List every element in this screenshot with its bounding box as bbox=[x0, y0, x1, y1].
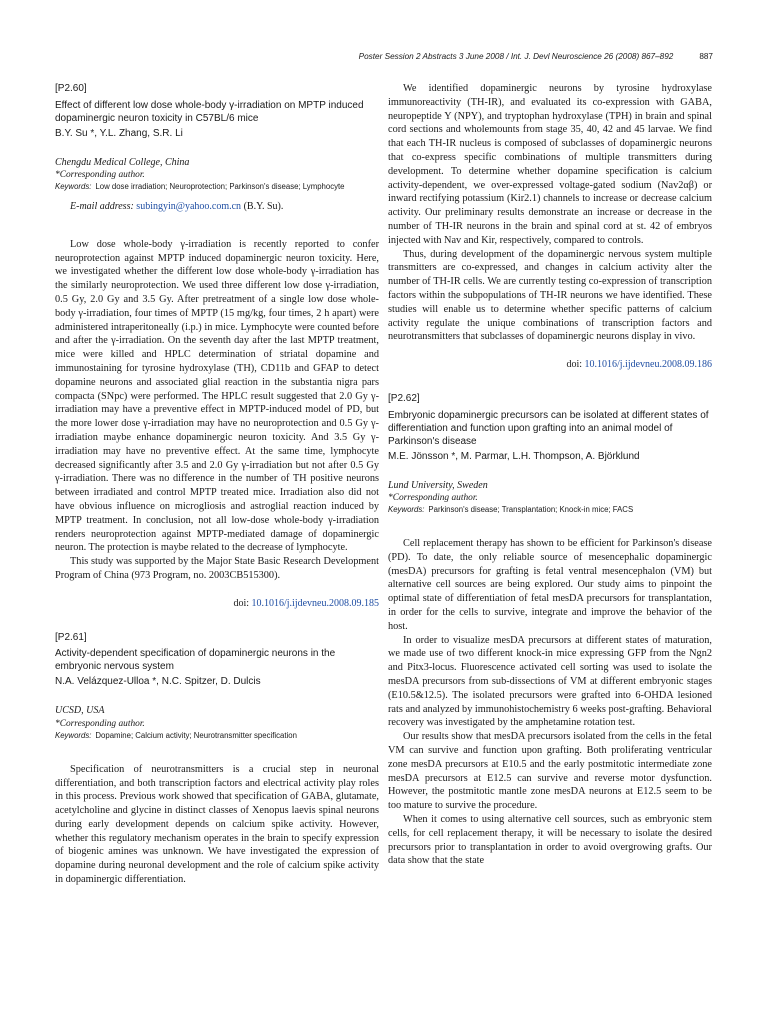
keywords-text: Parkinson's disease; Transplantation; Knock-in mice; FACS bbox=[428, 505, 634, 515]
keywords bbox=[55, 181, 379, 192]
doi-label: doi: bbox=[233, 597, 249, 609]
abstract-paragraph: We identified dopaminergic neurons by tyrosine hydroxylase immunoreactivity (TH-IR), and evaluated its co-expression with GABA, neuropeptide Y (NPY), and tryptophan hydroxylase (TPH) in brain and spinal cord sections and wholemounts from stage 35, 40, 42 and 45 larvae. We find that each TH-IR nucleus is composed of subclasses of dopaminergic neurons that co-express specific combinations of multiple transmitters during development. To determine whether dopamine specification is calcium activity-dependent, we over-expressed voltage-gated sodium (Nav2αβ) or inward rectifying potassium (Kir2.1) channels to increase or decrease calcium activity. Our preliminary results demonstrate an increase or decrease in the number of TH-IR neurons in the brain and spinal cord at st. 42 of embryos injected with Nav and Kir, respectively, compared to controls. bbox=[388, 83, 712, 246]
right-column bbox=[388, 82, 712, 868]
doi-label: doi: bbox=[566, 359, 582, 371]
abstract-title: Activity-dependent specification of dopaminergic neurons in the embryonic nervous system bbox=[55, 648, 336, 673]
abstract-affiliation: UCSD, USA bbox=[55, 705, 105, 717]
doi-link[interactable]: 10.1016/j.ijdevneu.2008.09.185 bbox=[251, 597, 379, 609]
keywords-label: Keywords: bbox=[55, 730, 92, 740]
keywords-label: Keywords: bbox=[388, 505, 425, 515]
abstract-p2-62 bbox=[388, 392, 712, 868]
abstract-paragraph: Low dose whole-body γ-irradiation is recently reported to confer neuroprotection against MPTP induced dopaminergic neuron toxicity. Here, we investigated whether the different low dose whole-body γ-irradiation has the similarly neuroprotection. We used three different low dose γ-irradiation, 0.5 Gy, 2.0 Gy and 3.5 Gy. After pretreatment of a single low dose whole-body γ-irradiation, four times of MPTP (15 mg/kg, four times, 2 h apart) were administered intraperitoneally (i.p.) in mice. Lymphocyte were counted before and after the γ-irradiation. On the seventh day after the last MPTP treatment, mice were killed and HPLC determination of striatal dopamine and immunostaining for tyrosine hydroxylase (TH), CD11b and GFAP to detect dopamine neurons and associated glial reaction in the substantia nigra pars compacta (SNpc) were performed. The HPLC result suggested that 2.0 Gy γ-irradiation may have a preventive effect in MPTP-induced model of PD, but the more lower dose γ-irradiation may have no neuroprotection and 0.5 Gy γ-irradiation maybe enhance dopaminergic neuron toxicity. And 3.5 Gy γ-irradiation may have no preventive effect. At the same time, lymphocyte decreased significantly after 3.5 and 2.0 Gy γ-irradiation but not after 0.5 Gy γ-irradiation. There was no difference in the number of TH positive neurons between irradiated and control MPTP treated mice. Irradiation also did not have obvious influence on microgliosis and astroglial reaction induced by MPTP treatment. In conclusion, not all low-dose whole-body γ-irradiation renders neuroprotection against MPTP-mediated damage of dopaminergic neuron. The protection is maybe related to the decrease of lymphocyte. bbox=[55, 238, 379, 554]
email-link[interactable]: subingyin@yahoo.com.cn bbox=[136, 201, 242, 213]
abstract-id: [P2.61] bbox=[55, 631, 87, 643]
keywords-text: Low dose irradiation; Neuroprotection; Parkinson's disease; Lymphocyte bbox=[95, 182, 345, 192]
abstract-paragraph: Specification of neurotransmitters is a crucial step in neuronal differentiation, and both transcription factors and electrical activity play roles in this process. Previous work showed that specification of GABA, glutamate, acetylcholine and glycine in distinct classes of Xenopus laevis spinal neurons during early development depends on calcium spike activity. However, whether this regulatory mechanism operates in the brain to specify expression of biogenic amines was unknown. We have investigated the expression of dopamine during neuronal development and the role of calcium spike activity in dopaminergic differentiation. bbox=[55, 763, 379, 886]
abstract-p2-60 bbox=[55, 82, 379, 611]
abstract-paragraph: When it comes to using alternative cell sources, such as embryonic stem cells, for cell replacement therapy, it will be necessary to isolate the desired precursors prior to transplantation in order to avoid overgrowing grafts. Our data show that the state bbox=[388, 813, 712, 867]
abstract-paragraph: Cell replacement therapy has shown to be efficient for Parkinson's disease (PD). To date, the only reliable source of mesencephalic dopaminergic (mesDA) precursors for grafting is fetal ventral mesencephalon (VM) but alternative cell sources are being explored. Our study aims to pinpoint the optimal state of differentiation of fetal mesDA precursors for transplantation, in order for the cells to survive, integrate and improve the behavior of the host. bbox=[388, 538, 712, 632]
doi-line bbox=[388, 358, 712, 372]
abstract-authors: M.E. Jönsson *, M. Parmar, L.H. Thompson, A. Björklund bbox=[388, 450, 640, 462]
keywords-text: Dopamine; Calcium activity; Neurotransmitter specification bbox=[95, 730, 297, 740]
abstract-id: [P2.62] bbox=[388, 392, 420, 404]
corresponding-author-note: *Corresponding author. bbox=[55, 718, 145, 729]
abstract-p2-61 bbox=[55, 631, 379, 887]
abstract-id: [P2.60] bbox=[55, 83, 87, 94]
abstract-paragraph: This study was supported by the Major State Basic Research Development Program of China (973 Program, no. 2003CB515300). bbox=[55, 556, 379, 582]
abstract-affiliation: Lund University, Sweden bbox=[388, 479, 488, 491]
abstract-paragraph: In order to visualize mesDA precursors at different states of maturation, we made use of two different knock-in mice expressing GFP from the Ngn2 and Pitx3-locus. Fluorescence activated cell sorting was used to isolate the mesDA precursors from sub-dissections of VM at different embryonic stages (E10.5&12.5). The isolated precursors were grafted into 6-OHDA lesioned rats and analyzed by immunohistochemistry 6 weeks post-grafting. Behavioral recovery was investigated by the amphetamine rotation test. bbox=[388, 634, 712, 729]
keywords bbox=[55, 730, 379, 741]
abstract-title: Embryonic dopaminergic precursors can be isolated at different states of differentiation and function upon grafting into an animal model of Parkinson's disease bbox=[388, 409, 709, 447]
abstract-title: Effect of different low dose whole-body γ-irradiation on MPTP induced dopaminergic neuron toxicity in C57BL/6 mice bbox=[55, 99, 364, 124]
email-suffix: (B.Y. Su). bbox=[243, 201, 284, 213]
abstract-authors: B.Y. Su *, Y.L. Zhang, S.R. Li bbox=[55, 127, 183, 139]
abstract-p2-61-continued bbox=[388, 82, 712, 372]
doi-link[interactable]: 10.1016/j.ijdevneu.2008.09.186 bbox=[584, 359, 712, 371]
keywords-label: Keywords: bbox=[55, 182, 92, 192]
abstract-affiliation: Chengdu Medical College, China bbox=[55, 156, 190, 168]
left-column bbox=[55, 82, 379, 887]
corresponding-author-note: *Corresponding author. bbox=[55, 170, 145, 181]
running-head bbox=[55, 52, 713, 61]
page-number: 887 bbox=[699, 52, 713, 61]
doi-line bbox=[55, 597, 379, 611]
abstract-authors: N.A. Velázquez-Ulloa *, N.C. Spitzer, D. Dulcis bbox=[55, 676, 261, 688]
email-label: E-mail address: bbox=[70, 201, 134, 213]
email-line bbox=[70, 200, 379, 214]
keywords bbox=[388, 504, 712, 515]
corresponding-author-note: *Corresponding author. bbox=[388, 493, 478, 504]
abstract-paragraph: Thus, during development of the dopaminergic nervous system multiple transmitters are co-expressed, and changes in calcium activity alter the number of TH-IR cells. We are currently testing co-expression of transcription factors within the subpopulations of TH-IR neurons we have identified. These studies will enable us to determine whether specific patterns of calcium activity regulate the unique combinations of transcription factors and neurotransmitters that subclasses of dopaminergic neurons display in vivo. bbox=[388, 248, 712, 343]
abstract-paragraph: Our results show that mesDA precursors isolated from the cells in the fetal VM can survive and function upon grafting. Both proliferating ventricular zone mesDA precursors at E10.5 and the early postmitotic intermediate zone mesDA precursors at E12.5 can survive and reverse motor dysfunction. However, the postmitotic mantle zone mesDA neurons at E12.5 seem to be too mature to survive the procedure. bbox=[388, 731, 712, 812]
running-title: Poster Session 2 Abstracts 3 June 2008 / Int. J. Devl Neuroscience 26 (2008) 867–892 bbox=[358, 52, 674, 61]
